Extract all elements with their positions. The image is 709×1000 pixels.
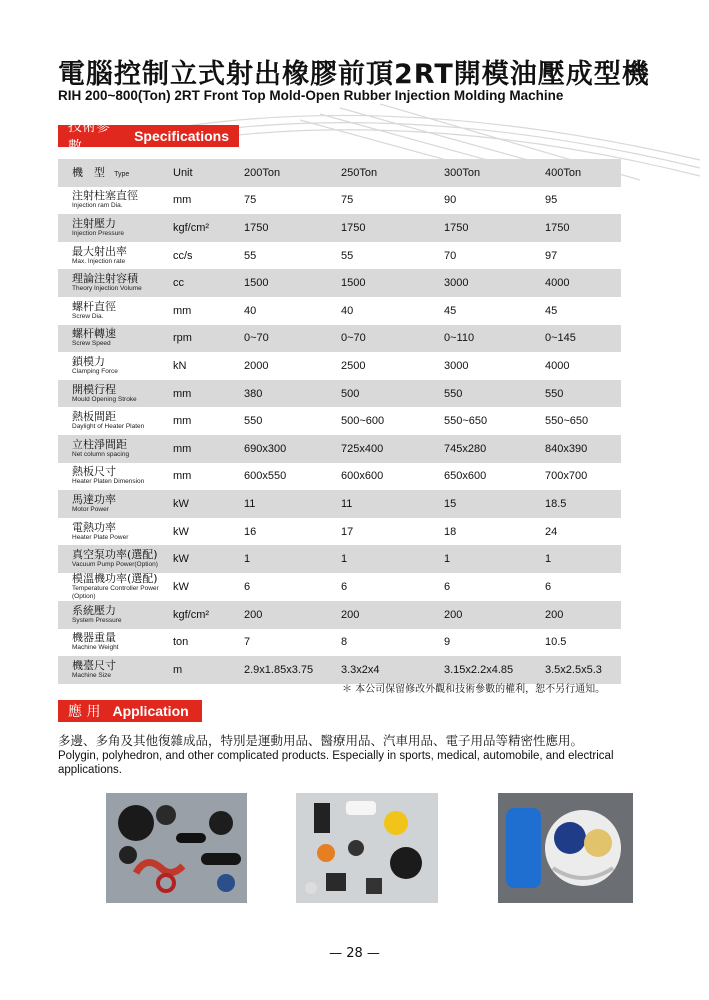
table-row xyxy=(58,463,621,491)
unit-cell: kgf/cm² xyxy=(173,214,244,242)
value-cell: 90 xyxy=(444,194,457,207)
table-row xyxy=(58,380,621,408)
table-row xyxy=(58,187,621,215)
value-cell: 550 xyxy=(244,415,263,428)
unit-cell: mm xyxy=(173,304,192,317)
value-cell: 18 xyxy=(444,525,457,538)
parameter-cell: 理論注射容積 Theory Injection Volume xyxy=(58,269,173,297)
table-row xyxy=(58,352,621,380)
value-cell: 1750 xyxy=(444,214,545,242)
value-cell: 380 xyxy=(244,380,341,408)
parameter-cell: 螺杆轉速 Screw Speed xyxy=(58,325,173,353)
value-cell: 3000 xyxy=(444,269,545,297)
value-cell: 2500 xyxy=(341,359,366,372)
value-cell: 200 xyxy=(341,601,444,629)
value-cell: 500 xyxy=(341,380,444,408)
table-row xyxy=(58,269,621,297)
header-type: 機 型 Type xyxy=(58,159,173,187)
header-model: 300Ton xyxy=(444,159,545,187)
parameter-cell: 開模行程 Mould Opening Stroke xyxy=(58,380,173,408)
value-cell: 6 xyxy=(444,580,451,593)
application-text-zh: 多邊、多角及其他復雜成品，特別是運動用品、醫療用品、汽車用品、電子用品等精密性應用。 xyxy=(58,733,584,748)
specifications-heading-en: Specifications xyxy=(134,128,229,144)
page-number: — 28 — xyxy=(329,946,380,961)
table-row xyxy=(58,297,621,325)
value-cell: 550~650 xyxy=(545,415,589,428)
parameter-cell: 機器重量 Machine Weight xyxy=(72,631,119,652)
value-cell: 45 xyxy=(545,304,558,317)
table-row xyxy=(58,545,621,573)
table-row xyxy=(58,629,621,657)
value-cell: 600x600 xyxy=(341,470,384,483)
value-cell: 700x700 xyxy=(545,470,588,483)
value-cell: 17 xyxy=(341,525,354,538)
value-cell: 11 xyxy=(244,490,341,518)
value-cell: 3.3x2x4 xyxy=(341,656,444,684)
value-cell: 97 xyxy=(545,249,558,262)
unit-cell: mm xyxy=(173,470,192,483)
value-cell: 550 xyxy=(444,380,545,408)
footnote: ＊ 本公司保留修改外觀和技術參數的權利，恕不另行通知。 xyxy=(342,684,606,695)
value-cell: 75 xyxy=(341,194,354,207)
unit-cell: m xyxy=(173,656,244,684)
value-cell: 0~70 xyxy=(244,325,341,353)
value-cell: 725x400 xyxy=(341,435,444,463)
value-cell: 70 xyxy=(444,249,457,262)
unit-cell: kW xyxy=(173,545,244,573)
header-model: 200Ton xyxy=(244,159,341,187)
value-cell: 4000 xyxy=(545,359,570,372)
page-title-zh: 電腦控制立式射出橡膠前頂2RT開模油壓成型機 xyxy=(58,59,650,90)
table-row xyxy=(58,242,621,270)
table-row xyxy=(58,490,621,518)
value-cell: 6 xyxy=(545,580,552,593)
value-cell: 40 xyxy=(341,304,354,317)
specifications-heading-zh: 技術參數 xyxy=(68,119,110,155)
value-cell: 1500 xyxy=(244,269,341,297)
table-row xyxy=(58,435,621,463)
value-cell: 0~110 xyxy=(444,325,545,353)
table-row xyxy=(58,325,621,353)
value-cell: 3.5x2.5x5.3 xyxy=(545,656,621,684)
unit-cell: mm xyxy=(173,415,192,428)
unit-cell: mm xyxy=(173,435,244,463)
value-cell: 550~650 xyxy=(444,415,488,428)
value-cell: 18.5 xyxy=(545,490,621,518)
value-cell: 40 xyxy=(244,304,257,317)
value-cell: 2.9x1.85x3.75 xyxy=(244,656,341,684)
parameter-cell: 馬達功率 Motor Power xyxy=(58,490,173,518)
parameter-cell: 熱板尺寸 Heater Platen Dimension xyxy=(72,465,145,486)
value-cell: 1500 xyxy=(341,269,444,297)
specifications-heading xyxy=(58,119,239,155)
value-cell: 4000 xyxy=(545,269,621,297)
value-cell: 15 xyxy=(444,490,545,518)
table-row xyxy=(58,573,621,601)
value-cell: 75 xyxy=(244,194,257,207)
header-model: 250Ton xyxy=(341,159,444,187)
value-cell: 1750 xyxy=(341,214,444,242)
parameter-cell: 立柱淨間距 Net column spacing xyxy=(58,435,173,463)
parameter-cell: 模溫機功率(選配) Temperature Controller Power (Option) xyxy=(72,571,159,600)
value-cell: 8 xyxy=(341,636,348,649)
value-cell: 1 xyxy=(341,545,444,573)
value-cell: 0~70 xyxy=(341,325,444,353)
unit-cell: kW xyxy=(173,580,189,593)
parameter-cell: 熱板間距 Daylight of Heater Platen xyxy=(72,410,145,431)
application-heading xyxy=(58,700,202,722)
parameter-cell: 最大射出率 Max. Injection rate xyxy=(72,244,127,265)
value-cell: 200 xyxy=(545,601,621,629)
value-cell: 10.5 xyxy=(545,636,567,649)
parameter-cell: 系統壓力 System Pressure xyxy=(58,601,173,629)
application-text-en: Polygin, polyhedron, and other complicated products. Especially in sports, medical, automobile, and electrical applications. xyxy=(58,750,614,776)
parameter-cell: 真空泵功率(選配) Vacuum Pump Power(Option) xyxy=(58,545,173,573)
value-cell: 11 xyxy=(341,490,444,518)
page-title-en: RIH 200~800(Ton) 2RT Front Top Mold-Open Rubber Injection Molding Machine xyxy=(58,88,564,103)
value-cell: 3.15x2.2x4.85 xyxy=(444,656,545,684)
parameter-cell: 螺杆直徑 Screw Dia. xyxy=(72,299,116,320)
unit-cell: kN xyxy=(173,359,187,372)
value-cell: 1 xyxy=(244,545,341,573)
application-heading-zh: 應 用 xyxy=(68,704,101,720)
unit-cell: mm xyxy=(173,194,192,207)
unit-cell: rpm xyxy=(173,325,244,353)
product-photo-blue-tray xyxy=(498,793,633,903)
parameter-cell: 注射壓力 Injection Pressure xyxy=(58,214,173,242)
unit-cell: kgf/cm² xyxy=(173,601,244,629)
unit-cell: mm xyxy=(173,380,244,408)
table-row xyxy=(58,214,621,242)
value-cell: 1 xyxy=(444,545,545,573)
value-cell: 95 xyxy=(545,194,558,207)
parameter-cell: 電熱功率 Heater Plate Power xyxy=(72,520,129,541)
value-cell: 600x550 xyxy=(244,470,287,483)
product-photo-molded-components xyxy=(296,793,438,903)
table-row xyxy=(58,518,621,546)
value-cell: 55 xyxy=(341,249,354,262)
value-cell: 840x390 xyxy=(545,435,621,463)
value-cell: 24 xyxy=(545,525,558,538)
table-row xyxy=(58,407,621,435)
value-cell: 650x600 xyxy=(444,470,487,483)
value-cell: 6 xyxy=(244,580,251,593)
value-cell: 1 xyxy=(545,545,621,573)
application-heading-en: Application xyxy=(112,703,189,719)
value-cell: 200 xyxy=(444,601,545,629)
table-header-row xyxy=(58,159,621,187)
product-photo-rubber-parts xyxy=(106,793,247,903)
value-cell: 16 xyxy=(244,525,257,538)
value-cell: 690x300 xyxy=(244,435,341,463)
value-cell: 200 xyxy=(244,601,341,629)
parameter-cell: 注射柱塞直徑 Injection ram Dia. xyxy=(72,189,138,210)
value-cell: 500~600 xyxy=(341,415,385,428)
value-cell: 550 xyxy=(545,380,621,408)
value-cell: 7 xyxy=(244,636,251,649)
value-cell: 1750 xyxy=(545,214,621,242)
value-cell: 745x280 xyxy=(444,435,545,463)
unit-cell: kW xyxy=(173,525,189,538)
value-cell: 1750 xyxy=(244,214,341,242)
parameter-cell: 鎖模力 Clamping Force xyxy=(72,354,118,375)
value-cell: 55 xyxy=(244,249,257,262)
parameter-cell: 機臺尺寸 Machine Size xyxy=(58,656,173,684)
value-cell: 0~145 xyxy=(545,325,621,353)
header-model: 400Ton xyxy=(545,159,621,187)
unit-cell: kW xyxy=(173,490,244,518)
value-cell: 6 xyxy=(341,580,348,593)
unit-cell: cc/s xyxy=(173,249,193,262)
value-cell: 2000 xyxy=(244,359,269,372)
specifications-table xyxy=(58,159,621,684)
value-cell: 3000 xyxy=(444,359,469,372)
unit-cell: cc xyxy=(173,269,244,297)
value-cell: 9 xyxy=(444,636,451,649)
unit-cell: ton xyxy=(173,636,189,649)
value-cell: 45 xyxy=(444,304,457,317)
table-row xyxy=(58,601,621,629)
header-unit: Unit xyxy=(173,159,244,187)
